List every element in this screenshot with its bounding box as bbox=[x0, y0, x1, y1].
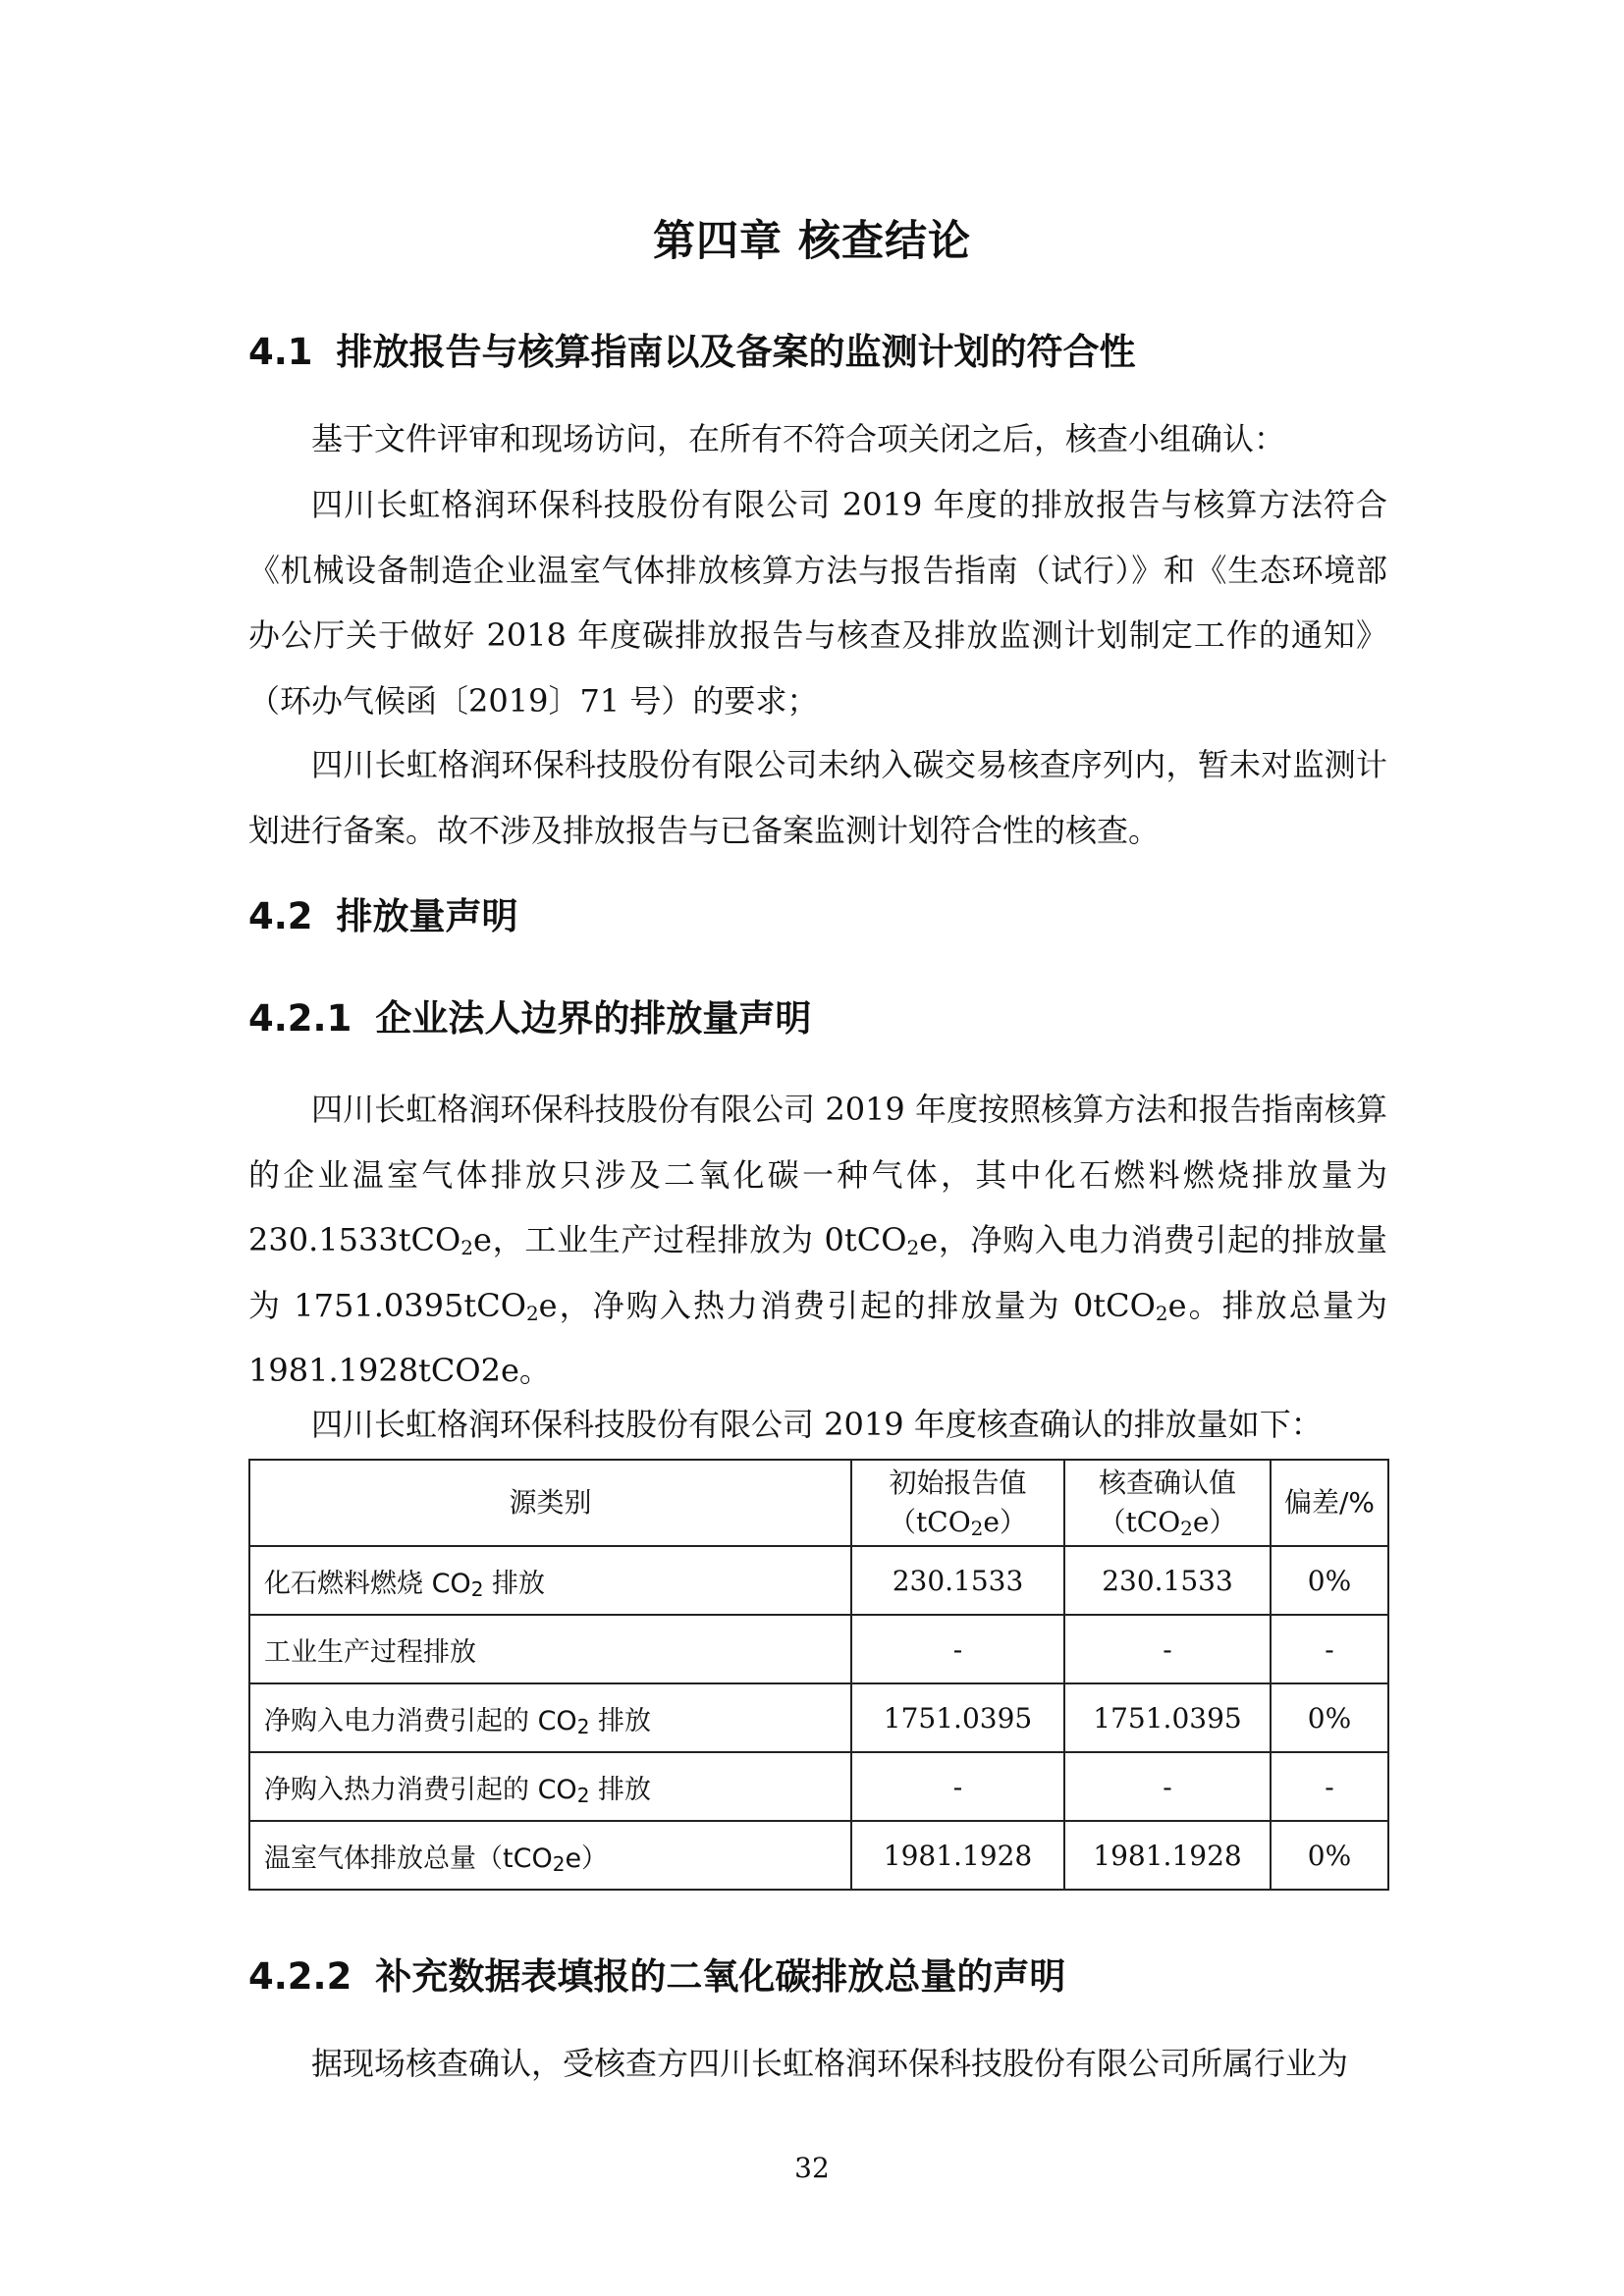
text-segment: e，净购入电力消费引起的排放量为 1751.0395tCO bbox=[248, 1221, 1387, 1324]
paragraph-supplementary: 据现场核查确认，受核查方四川长虹格润环保科技股份有限公司所属行业为 bbox=[311, 2045, 1349, 2082]
text-segment: e。排放总量为 1981.1928tCO2e。 bbox=[248, 1286, 1387, 1389]
header-deviation: 偏差/% bbox=[1271, 1460, 1388, 1546]
unit-segment: （tCO bbox=[1098, 1506, 1181, 1538]
cell-initial: - bbox=[851, 1615, 1064, 1683]
text-segment: 四川长虹格润环保科技股份有限公司 2019 年度按照核算方法和报告指南核算的企业温室气体排放只涉及二氧化碳一种气体，其中化石燃料燃烧排放量为 230.1533tCO bbox=[248, 1091, 1387, 1258]
header-initial-unit bbox=[862, 1503, 1054, 1542]
cell-text: 排放 bbox=[589, 1705, 652, 1736]
header-verified-unit bbox=[1075, 1503, 1260, 1542]
cell-text: 净购入热力消费引起的 CO bbox=[264, 1774, 577, 1805]
cell-initial: - bbox=[851, 1752, 1064, 1821]
cell-source bbox=[249, 1683, 851, 1752]
header-source: 源类别 bbox=[249, 1460, 851, 1546]
paragraph-compliance: 四川长虹格润环保科技股份有限公司 2019 年度的排放报告与核算方法符合《机械设备制造企业温室气体排放核算方法与报告指南（试行）》和《生态环境部办公厅关于做好 2018 年度碳排放报告与核查及排放监测计划制定工作的通知》（环办气候函〔2019〕71 号）的要求； bbox=[248, 486, 1387, 720]
cell-verified: 1981.1928 bbox=[1064, 1821, 1271, 1890]
cell-verified: 1751.0395 bbox=[1064, 1683, 1271, 1752]
subscript: 2 bbox=[1155, 1301, 1168, 1325]
cell-initial: 1981.1928 bbox=[851, 1821, 1064, 1890]
cell-initial: 230.1533 bbox=[851, 1546, 1064, 1615]
text-segment: e，工业生产过程排放为 0tCO bbox=[473, 1221, 907, 1258]
section-heading-4-2 bbox=[248, 886, 518, 939]
paragraph-confirmation-intro: 基于文件评审和现场访问，在所有不符合项关闭之后，核查小组确认： bbox=[311, 420, 1286, 457]
cell-deviation: - bbox=[1271, 1615, 1388, 1683]
cell-text: 工业生产过程排放 bbox=[264, 1636, 476, 1668]
cell-verified: - bbox=[1064, 1752, 1271, 1821]
section-heading-4-2-2 bbox=[248, 1947, 1065, 2000]
cell-source bbox=[249, 1546, 851, 1615]
page-number: 32 bbox=[794, 2152, 830, 2184]
subscript: 2 bbox=[970, 1517, 984, 1540]
unit-segment: e） bbox=[1192, 1506, 1237, 1538]
table-row bbox=[249, 1752, 1388, 1821]
paragraph-emission-statement bbox=[248, 1077, 1387, 1404]
cell-verified: - bbox=[1064, 1615, 1271, 1683]
table-row bbox=[249, 1546, 1388, 1615]
section-heading-4-2-1 bbox=[248, 988, 811, 1041]
cell-source bbox=[249, 1615, 851, 1683]
section-number: 4.2.1 bbox=[248, 997, 352, 1040]
cell-source bbox=[249, 1821, 851, 1890]
chapter-title: 第四章 核查结论 bbox=[653, 217, 971, 266]
section-number: 4.1 bbox=[248, 331, 313, 373]
header-initial bbox=[851, 1460, 1064, 1546]
subscript: 2 bbox=[576, 1714, 590, 1738]
header-verified bbox=[1064, 1460, 1271, 1546]
table-header-row bbox=[249, 1460, 1388, 1546]
cell-text: e） bbox=[565, 1842, 609, 1874]
subscript: 2 bbox=[470, 1576, 484, 1601]
header-initial-label: 初始报告值 bbox=[889, 1467, 1027, 1499]
subscript: 2 bbox=[552, 1851, 566, 1876]
cell-verified: 230.1533 bbox=[1064, 1546, 1271, 1615]
section-title: 排放量声明 bbox=[336, 895, 518, 937]
unit-segment: e） bbox=[983, 1506, 1027, 1538]
cell-text: 排放 bbox=[483, 1568, 546, 1599]
section-heading-4-1 bbox=[248, 322, 1136, 375]
section-title: 排放报告与核算指南以及备案的监测计划的符合性 bbox=[336, 331, 1136, 373]
subscript: 2 bbox=[576, 1783, 590, 1807]
cell-deviation: 0% bbox=[1271, 1683, 1388, 1752]
subscript: 2 bbox=[906, 1236, 920, 1259]
section-title: 企业法人边界的排放量声明 bbox=[375, 997, 812, 1040]
table-row bbox=[249, 1615, 1388, 1683]
section-number: 4.2 bbox=[248, 895, 313, 937]
cell-deviation: 0% bbox=[1271, 1546, 1388, 1615]
section-title: 补充数据表填报的二氧化碳排放总量的声明 bbox=[375, 1955, 1066, 1998]
unit-segment: （tCO bbox=[889, 1506, 971, 1538]
cell-deviation: 0% bbox=[1271, 1821, 1388, 1890]
paragraph-table-intro: 四川长虹格润环保科技股份有限公司 2019 年度核查确认的排放量如下： bbox=[311, 1406, 1323, 1443]
text-segment: e，净购入热力消费引起的排放量为 0tCO bbox=[538, 1286, 1156, 1324]
cell-text: 净购入电力消费引起的 CO bbox=[264, 1705, 577, 1736]
cell-deviation: - bbox=[1271, 1752, 1388, 1821]
section-number: 4.2.2 bbox=[248, 1955, 352, 1998]
cell-source bbox=[249, 1752, 851, 1821]
table-row bbox=[249, 1821, 1388, 1890]
table-row bbox=[249, 1683, 1388, 1752]
emissions-table bbox=[248, 1459, 1389, 1891]
subscript: 2 bbox=[460, 1236, 473, 1259]
subscript: 2 bbox=[525, 1301, 539, 1325]
subscript: 2 bbox=[1180, 1517, 1193, 1540]
cell-initial: 1751.0395 bbox=[851, 1683, 1064, 1752]
header-verified-label: 核查确认值 bbox=[1098, 1467, 1236, 1499]
cell-text: 温室气体排放总量（tCO bbox=[264, 1842, 553, 1874]
paragraph-monitoring-plan: 四川长虹格润环保科技股份有限公司未纳入碳交易核查序列内，暂未对监测计划进行备案。故不涉及排放报告与已备案监测计划符合性的核查。 bbox=[248, 746, 1387, 849]
cell-text: 化石燃料燃烧 CO bbox=[264, 1568, 471, 1599]
cell-text: 排放 bbox=[589, 1774, 652, 1805]
